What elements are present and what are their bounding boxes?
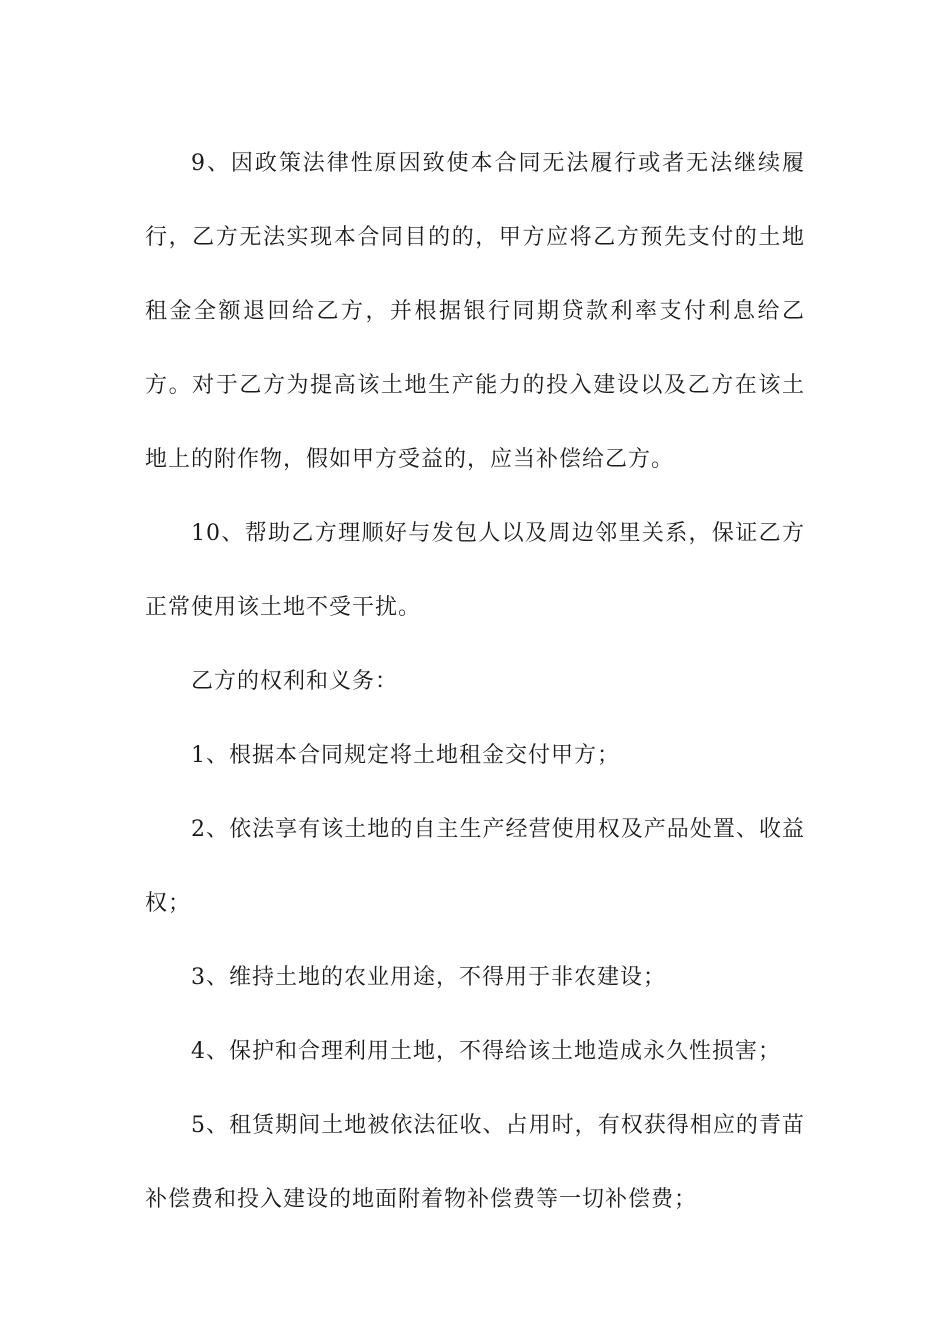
paragraph-party-b-4: 4、保护和合理利用土地，不得给该土地造成永久性损害； [191, 1039, 781, 1064]
paragraph-clause-10: 10、帮助乙方理顺好与发包人以及周边邻里关系，保证乙方正常使用该土地不受干扰。 [145, 521, 805, 620]
paragraph-party-b-2: 2、依法享有该土地的自主生产经营使用权及产品处置、收益权； [145, 817, 805, 916]
paragraph-clause-9: 9、因政策法律性原因致使本合同无法履行或者无法继续履行，乙方无法实现本合同目的的，甲方应将乙方预先支付的土地租金全额退回给乙方，并根据银行同期贷款利率支付利息给乙方。对于乙方为提高该土地生产能力的投入建设以及乙方在该土地上的附作物，假如甲方受益的，应当补偿给乙方。 [145, 151, 805, 472]
document-body [145, 127, 805, 1237]
paragraph-party-b-3: 3、维持土地的农业用途，不得用于非农建设； [191, 965, 666, 990]
paragraph-party-b-5: 5、租赁期间土地被依法征收、占用时，有权获得相应的青苗补偿费和投入建设的地面附着物补偿费等一切补偿费； [145, 1113, 805, 1212]
paragraph-party-b-1: 1、根据本合同规定将土地租金交付甲方； [191, 743, 620, 768]
section-heading-party-b-rights: 乙方的权利和义务： [191, 669, 399, 694]
